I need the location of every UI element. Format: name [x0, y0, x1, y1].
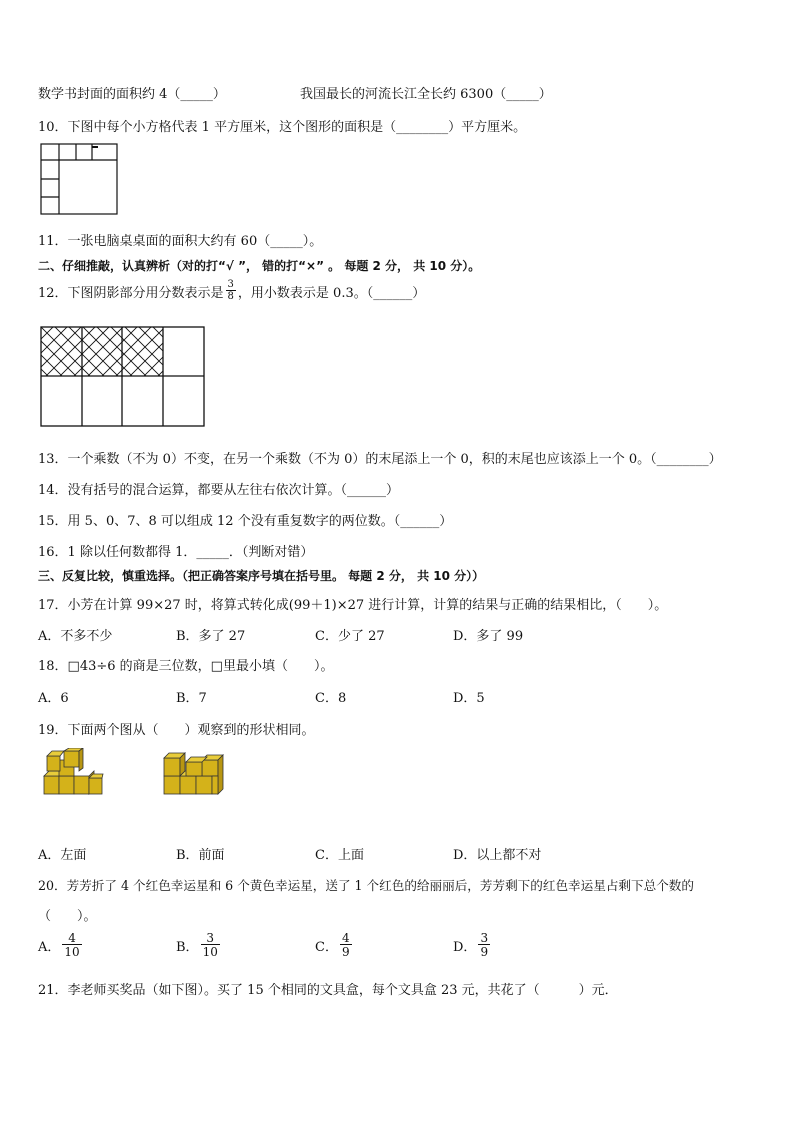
- q17-option-c[interactable]: C．少了 27: [315, 629, 385, 644]
- q20-option-c-label: C．: [315, 939, 338, 955]
- q17-text: 17．小芳在计算 99×27 时，将算式转化成(99＋1)×27 进行计算，计算的结果与正确的结果相比，（ ）。: [38, 598, 668, 613]
- q19-option-a[interactable]: A．左面: [38, 848, 87, 863]
- q12-frac-den: 8: [227, 291, 234, 302]
- q20-option-d-label: D．: [453, 939, 477, 955]
- q15-text: 15．用 5、0、7、8 可以组成 12 个没有重复数字的两位数。（______）: [38, 514, 453, 529]
- q17-option-a[interactable]: A．不多不少: [38, 629, 113, 644]
- q20-option-d-den: 9: [480, 945, 489, 959]
- q20-option-a-den: 10: [64, 945, 80, 959]
- q12-shaded-figure: [40, 326, 206, 428]
- q12-frac-num: 3: [227, 279, 234, 290]
- section2-heading: 二、仔细推敲，认真辨析（对的打“√ ”， 错的打“×” 。 每题 2 分， 共 10 分）。: [38, 259, 481, 273]
- q11-text: 11．一张电脑桌桌面的面积大约有 60（_____）。: [38, 234, 323, 249]
- q19-option-b[interactable]: B．前面: [176, 848, 225, 863]
- q10-grid-figure: [40, 143, 118, 216]
- q12-fraction: [226, 280, 236, 302]
- q20-option-d-fraction: [478, 932, 490, 958]
- q18-option-d[interactable]: D．5: [453, 691, 485, 706]
- q19-text: 19．下面两个图从（ ）观察到的形状相同。: [38, 723, 315, 738]
- q19-cube-figure-right: [162, 750, 226, 798]
- q20-option-c[interactable]: [315, 932, 354, 958]
- q20-option-b-den: 10: [202, 945, 218, 959]
- q12-text-before: 12．下图阴影部分用分数表示是: [38, 285, 224, 301]
- q18-option-a[interactable]: A．6: [38, 691, 69, 706]
- q20-text-line2: （ ）。: [38, 909, 97, 924]
- q21-text: 21．李老师买奖品（如下图）。买了 15 个相同的文具盒，每个文具盒 23 元，共花了（ ）元．: [38, 983, 618, 998]
- q20-text-line1: 20．芳芳折了 4 个红色幸运星和 6 个黄色幸运星，送了 1 个红色的给丽丽后，芳芳剩下的红色幸运星占剩下总个数的: [38, 878, 694, 893]
- q20-option-a[interactable]: [38, 932, 84, 958]
- q10-text: 10．下图中每个小方格代表 1 平方厘米，这个图形的面积是（________）平方厘米。: [38, 120, 527, 135]
- q18-option-c[interactable]: C．8: [315, 691, 347, 706]
- q18-option-b[interactable]: B．7: [176, 691, 207, 706]
- q20-option-a-fraction: [62, 932, 81, 958]
- q9-right-text: 我国最长的河流长江全长约 6300（_____）: [300, 87, 552, 102]
- q9-left-text: 数学书封面的面积约 4（_____）: [38, 87, 226, 102]
- q20-option-b[interactable]: [176, 932, 222, 958]
- q20-option-a-label: A．: [38, 939, 61, 955]
- q20-option-c-num: 4: [341, 931, 350, 945]
- q20-option-d-num: 3: [480, 931, 489, 945]
- q12-line: [38, 280, 425, 302]
- q13-text: 13．一个乘数（不为 0）不变，在另一个乘数（不为 0）的末尾添上一个 0，积的末尾也应该添上一个 0。（________）: [38, 452, 722, 467]
- q20-option-c-den: 9: [341, 945, 350, 959]
- q20-option-b-fraction: [201, 932, 220, 958]
- q20-option-b-label: B．: [176, 939, 199, 955]
- q19-option-d[interactable]: D．以上都不对: [453, 848, 542, 863]
- q20-option-c-fraction: [340, 932, 352, 958]
- q12-text-after: ，用小数表示是 0.3。（______）: [237, 285, 426, 301]
- q16-text: 16．1 除以任何数都得 1．_____．（判断对错）: [38, 545, 314, 560]
- q19-cube-figure-left: [42, 748, 104, 798]
- q19-option-c[interactable]: C．上面: [315, 848, 364, 863]
- q14-text: 14．没有括号的混合运算，都要从左往右依次计算。（______）: [38, 483, 400, 498]
- q17-option-b[interactable]: B．多了 27: [176, 629, 246, 644]
- q20-option-b-num: 3: [206, 931, 215, 945]
- q20-option-a-num: 4: [68, 931, 76, 945]
- q17-option-d[interactable]: D．多了 99: [453, 629, 524, 644]
- section3-heading: 三、反复比较，慎重选择。（把正确答案序号填在括号里。 每题 2 分， 共 10 分））: [38, 569, 485, 583]
- q18-text: 18．□43÷6 的商是三位数，□里最小填（ ）。: [38, 659, 334, 674]
- q20-option-d[interactable]: [453, 932, 492, 958]
